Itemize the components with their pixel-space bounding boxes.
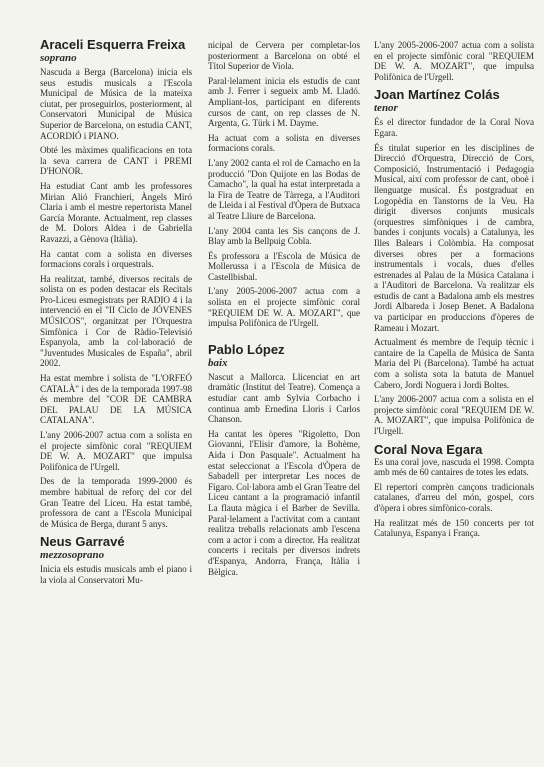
- column-right: [374, 40, 534, 757]
- bio-paragraph: Ha cantat les òperes "Rigoletto, Don Giovanni, l'Elisir d'amore, la Bohème, Aida i Don Pasquale". Actualment ha estat seleccionat a l'Escola d'Òpera de Sabadell per interpretar Les noces de Fígaro. Col·labora amb el Gran Teatre del Liceu cantant a la programació infantil La flauta màgica i el Barber de Sevilla. Paral·lelament a l'activitat com a cantant realitza treballs relacionats amb l'escena com a actor i com a director. Ha realitzat concerts i recitals per diversos indrets d'Espanya, Andorra, França, Itàlia i Bèlgica.: [208, 428, 360, 577]
- bio-neus-continued: [208, 40, 360, 329]
- bio-paragraph: L'any 2006-2007 actua com a solista en el projecte simfònic coral "REQUIEM DE W. A. MOZART", que impulsa Polifònica de l'Urgell.: [374, 394, 534, 436]
- bio-paragraph: Ha realitzat, també, diversos recitals de solista on es poden destacar els Recitals Pro-Liceu esmegistrats per RADIO 4 i la intervenció en el "II Ciclo de JÓVENES MÚSICOS", organitzat per l'Orquestra Simfònica i Cor de Ràdio-Televisió Espanyola, amb la col·laboració de "Juventudes Musicales de España", abril 2002.: [40, 273, 192, 369]
- voice-type: baix: [208, 356, 228, 369]
- bio-paragraph: Ha cantat com a solista en diverses formacions corals i orquestrals.: [40, 248, 192, 270]
- column-middle: [208, 40, 360, 757]
- bio-paragraph: L'any 2004 canta les Sis cançons de J. Blay amb la Bellpuig Cobla.: [208, 225, 360, 247]
- bio-paragraph: És professora a l'Escola de Música de Mollerussa i a l'Escola de Música de Castellbisbal.: [208, 250, 360, 282]
- bio-pablo: [208, 343, 360, 577]
- bio-paragraph: Inicia els estudis musicals amb el piano i la viola al Conservatori Mu-: [40, 564, 192, 585]
- bio-paragraph: L'any 2005-2006-2007 actua com a solista en el projecte simfònic coral "REQUIEM DE W. A. MOZART", que impulsa Polifònica de l'Urgell.: [208, 286, 360, 329]
- bio-paragraph: L'any 2006-2007 actua com a solista en el projecte simfònic coral "REQUIEM DE W. A. MOZART" que impulsa Polifònica de l'Urgell.: [40, 430, 192, 472]
- voice-type: tenor: [374, 102, 398, 115]
- bio-coral: [374, 443, 534, 539]
- bio-paragraph: Nascut a Mallorca. Llicenciat en art dramàtic (Institut del Teatre). Comença a estudiar cant amb Sylvia Corbacho i continua amb Ernedina Lloris i Carlos Chanson.: [208, 371, 360, 425]
- bio-paragraph: El repertori comprèn cançons tradicionals catalanes, d'arreu del món, gospel, cors d'òpera i obres simfònico-corals.: [374, 481, 534, 513]
- singer-name: Pablo López: [208, 341, 285, 357]
- bio-paragraph: nicipal de Cervera per completar-los posteriorment a Barcelona on obté el Títol Superior de Viola.: [208, 40, 360, 72]
- bio-paragraph: L'any 2005-2006-2007 actua com a solista en el projecte simfònic coral "REQUIEM DE W. A. MOZART", que impulsa Polifònica de l'Urgell.: [374, 40, 534, 82]
- bio-paragraph: Paral·lelament inicia els estudis de cant amb J. Ferrer i segueix amb M. Lladó. Ampliant-los, participant en diferents cursos de cant, on rep classes de N. Argenta, G. Türk i M. Dayme.: [208, 75, 360, 129]
- bio-pablo-continued: [374, 40, 534, 82]
- bio-paragraph: Obté les màximes qualificacions en tota la seva carrera de CANT i PREMI D'HONOR.: [40, 145, 192, 177]
- bio-araceli: [40, 38, 192, 529]
- voice-type: soprano: [40, 52, 77, 64]
- bio-paragraph: Actualment és membre de l'equip tècnic i cantaire de la Capella de Música de Santa Maria del Pi (Barcelona). També ha actuat com a solista sota la batuta de Manuel Cabero, Jordi Noguera i Jordi Boltes.: [374, 337, 534, 390]
- bio-paragraph: Ha estudiat Cant amb les professores Mirian Alió Franchieri, Àngels Miró Claria i amb el mestre repertorista Manel García Morante. Actualment, rep classes de M. Dolors Aldea i de Gabriella Ravazzi, a Gènova (Itàlia).: [40, 180, 192, 244]
- bio-paragraph: Es una coral jove, nascuda el 1998. Compta amb més de 60 cantaires de totes les edats.: [374, 456, 534, 478]
- bio-neus: [40, 535, 192, 585]
- bio-paragraph: L'any 2002 canta el rol de Camacho en la producció "Don Quijote en las Bodas de Camacho", la qual ha estat interpretada a la Fira de Teatre de Tàrrega, a l'Auditori de Lleida i al Festival d'Òpera de Butxaca al Teatre Lliure de Barcelona.: [208, 157, 360, 221]
- singer-name: Neus Garravé: [40, 534, 125, 550]
- bio-paragraph: Nascuda a Berga (Barcelona) inicia els seus estudis musicals a l'Escola Municipal de Música de la mateixa ciutat, per proseguirlos, posteriorment, al Conservatori Municipal de Música Superior de Barcelona, on estudia CANT, ACORDIÓ i PIANO.: [40, 67, 192, 141]
- bio-joan: [374, 88, 534, 436]
- bio-paragraph: Ha realitzat més de 150 concerts per tot Catalunya, Espanya i França.: [374, 517, 534, 539]
- voice-type: mezzosoprano: [40, 549, 105, 562]
- bio-paragraph: És titulat superior en les disciplines de Direcció d'Orquestra, Direcció de Cors, Composició, Instrumentació i Pedagogia Musical, així com professor de cant, oboè i llenguatge musical. És postgraduat en Logopèdia en Tanstorns de la Veu. Ha dirigit diversos conjunts musicals (orquestres simfòniques i de cambra, bandes i conjunts vocals) a Catalunya, les Illes Balears i Colòmbia. Ha composat diverses obres per a formacions instrumentals i vocals, dues d'elles estrenades al Palau de la Música Catalana i a l'Auditori de Barcelona. Va realitzar els estudis de cant a Badalona amb els mestres Jordi Albareda i Josep Benet. A Badalona va participar en produccions d'òperes de Rameau i Mozart.: [374, 142, 534, 333]
- column-left: [40, 38, 192, 757]
- singer-name: Araceli Esquerra Freixa: [40, 38, 186, 52]
- bio-paragraph: Ha estat membre i solista de "L'ORFEÓ CATALÀ" i des de la temporada 1997-98 és membre del "COR DE CAMBRA DEL PALAU DE LA MÚSICA CATALANA".: [40, 373, 192, 426]
- bio-paragraph: És el director fundador de la Coral Nova Egara.: [374, 117, 534, 138]
- singer-name: Joan Martínez Colás: [374, 87, 500, 103]
- bio-paragraph: Ha actuat com a solista en diverses formacions corals.: [208, 132, 360, 154]
- choir-name: Coral Nova Egara: [374, 441, 483, 457]
- bio-paragraph: Des de la temporada 1999-2000 és membre habitual de reforç del cor del Gran Teatre del Liceu. Ha estat també, professora de cant a l'Escola Municipal de Música de Berga, durant 5 anys.: [40, 476, 192, 529]
